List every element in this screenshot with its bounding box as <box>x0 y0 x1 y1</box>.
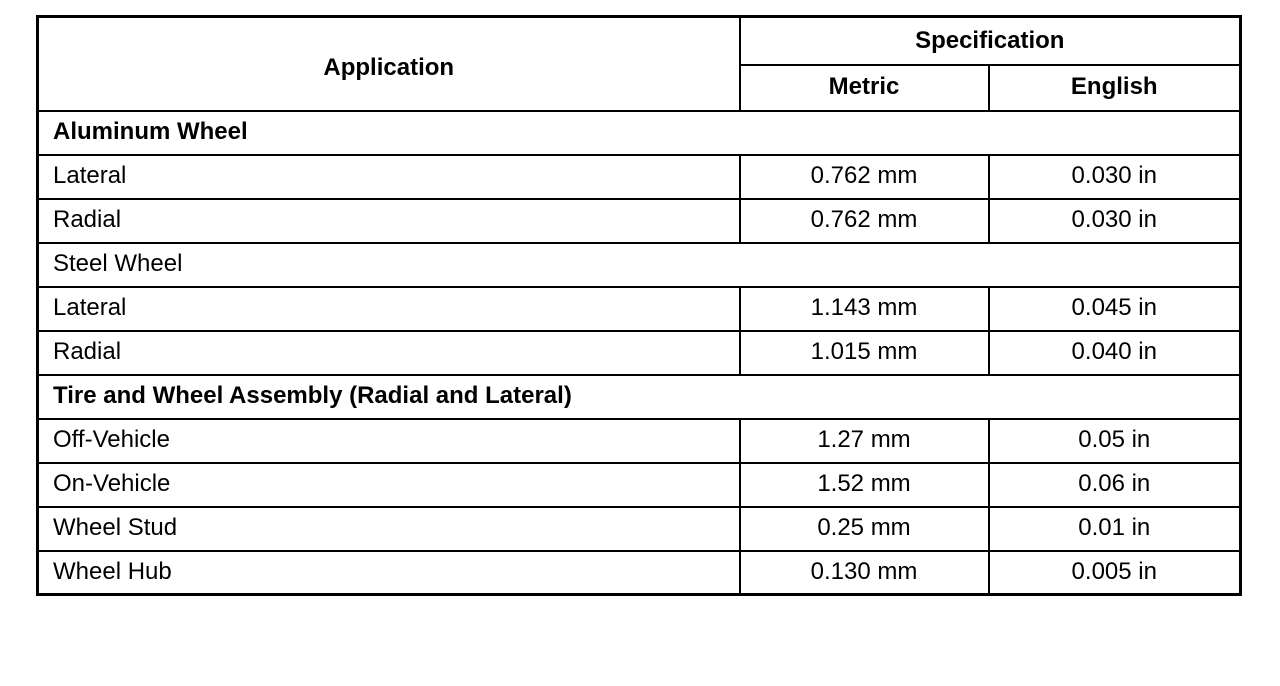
section-label: Tire and Wheel Assembly (Radial and Lateral) <box>38 375 1241 419</box>
english-cell: 0.01 in <box>989 507 1241 551</box>
application-cell: Radial <box>38 199 740 243</box>
metric-cell: 1.27 mm <box>740 419 989 463</box>
table-row <box>38 287 1241 331</box>
table-row <box>38 419 1241 463</box>
header-row-top <box>38 17 1241 65</box>
section-row <box>38 375 1241 419</box>
section-label: Aluminum Wheel <box>38 111 1241 155</box>
application-cell: On-Vehicle <box>38 463 740 507</box>
application-cell: Lateral <box>38 287 740 331</box>
english-cell: 0.05 in <box>989 419 1241 463</box>
english-cell: 0.030 in <box>989 155 1241 199</box>
english-cell: 0.030 in <box>989 199 1241 243</box>
metric-cell: 1.52 mm <box>740 463 989 507</box>
table-row <box>38 507 1241 551</box>
application-cell: Wheel Stud <box>38 507 740 551</box>
table-row <box>38 551 1241 595</box>
application-cell: Lateral <box>38 155 740 199</box>
metric-cell: 0.762 mm <box>740 155 989 199</box>
section-label: Steel Wheel <box>38 243 1241 287</box>
english-cell: 0.06 in <box>989 463 1241 507</box>
metric-header: Metric <box>740 65 989 111</box>
metric-cell: 0.762 mm <box>740 199 989 243</box>
english-cell: 0.045 in <box>989 287 1241 331</box>
english-cell: 0.040 in <box>989 331 1241 375</box>
table-row <box>38 331 1241 375</box>
metric-cell: 1.015 mm <box>740 331 989 375</box>
application-header: Application <box>38 17 740 111</box>
table-row <box>38 199 1241 243</box>
runout-specification-table <box>36 15 1242 596</box>
application-cell: Wheel Hub <box>38 551 740 595</box>
english-cell: 0.005 in <box>989 551 1241 595</box>
table-row <box>38 155 1241 199</box>
section-row <box>38 111 1241 155</box>
table-header <box>38 17 1241 111</box>
metric-cell: 0.25 mm <box>740 507 989 551</box>
metric-cell: 0.130 mm <box>740 551 989 595</box>
english-header: English <box>989 65 1241 111</box>
metric-cell: 1.143 mm <box>740 287 989 331</box>
table-row <box>38 463 1241 507</box>
table-body <box>38 111 1241 595</box>
application-cell: Radial <box>38 331 740 375</box>
application-cell: Off-Vehicle <box>38 419 740 463</box>
section-row <box>38 243 1241 287</box>
specification-header: Specification <box>740 17 1241 65</box>
